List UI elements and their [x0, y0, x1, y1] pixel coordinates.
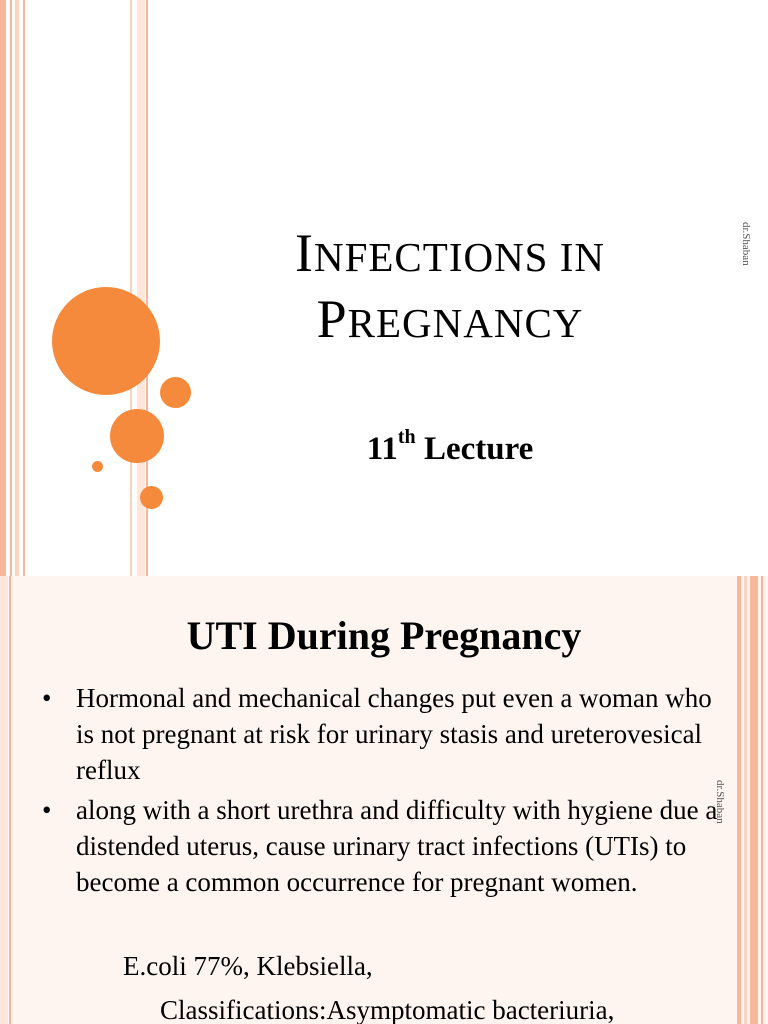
left-stripe-1 — [0, 0, 6, 576]
lecture-suffix: th — [397, 426, 416, 448]
title-line-1 — [160, 222, 740, 288]
medium-circle-decoration — [110, 409, 164, 463]
left-stripe-2 — [10, 0, 12, 576]
slide-title: UTI During Pregnancy — [186, 613, 582, 658]
lecture-word: Lecture — [423, 431, 534, 467]
title-cap-letter-2: P — [316, 289, 348, 349]
small-circle-decoration-2 — [140, 486, 163, 509]
watermark: dr.Shaban — [740, 222, 752, 266]
left-stripe-5 — [130, 0, 132, 576]
title-cap-letter: I — [294, 223, 314, 283]
title-word-in: IN — [559, 234, 606, 280]
bullet-text: Hormonal and mechanical changes put even a woman who is not pregnant at risk for urinary stasis and ureterovesical reflux — [76, 683, 712, 785]
title-word-infections: NFECTIONS — [313, 234, 549, 280]
watermark: dr.Shaban — [714, 780, 726, 824]
bullet-dot: • — [42, 683, 52, 713]
large-circle-decoration — [52, 287, 160, 395]
bullet-dot: • — [42, 795, 52, 825]
bullet-text: along with a short urethra and difficulty with hygiene due a distended uterus, cause urinary tract infections (UTIs) to become a common occurrence for pregnant women. — [76, 795, 718, 897]
classifications-line: Classifications:Asymptomatic bacteriuria, — [160, 995, 615, 1024]
slide-title — [160, 222, 740, 354]
title-line-2 — [160, 288, 740, 354]
small-circle-decoration — [160, 377, 191, 408]
title-word-pregnancy: REGNANCY — [347, 300, 584, 346]
list-item — [40, 792, 730, 900]
left-stripe-3 — [15, 0, 19, 576]
bullet-list — [40, 680, 730, 904]
left-stripe-4 — [23, 0, 25, 576]
content-slide — [0, 576, 768, 1024]
list-item — [40, 680, 730, 788]
lecture-subtitle — [160, 426, 740, 468]
organisms-line: E.coli 77%, Klebsiella, — [123, 951, 373, 981]
lecture-number: 11 — [366, 431, 398, 467]
title-space — [549, 234, 560, 280]
tiny-circle-decoration — [92, 461, 103, 472]
